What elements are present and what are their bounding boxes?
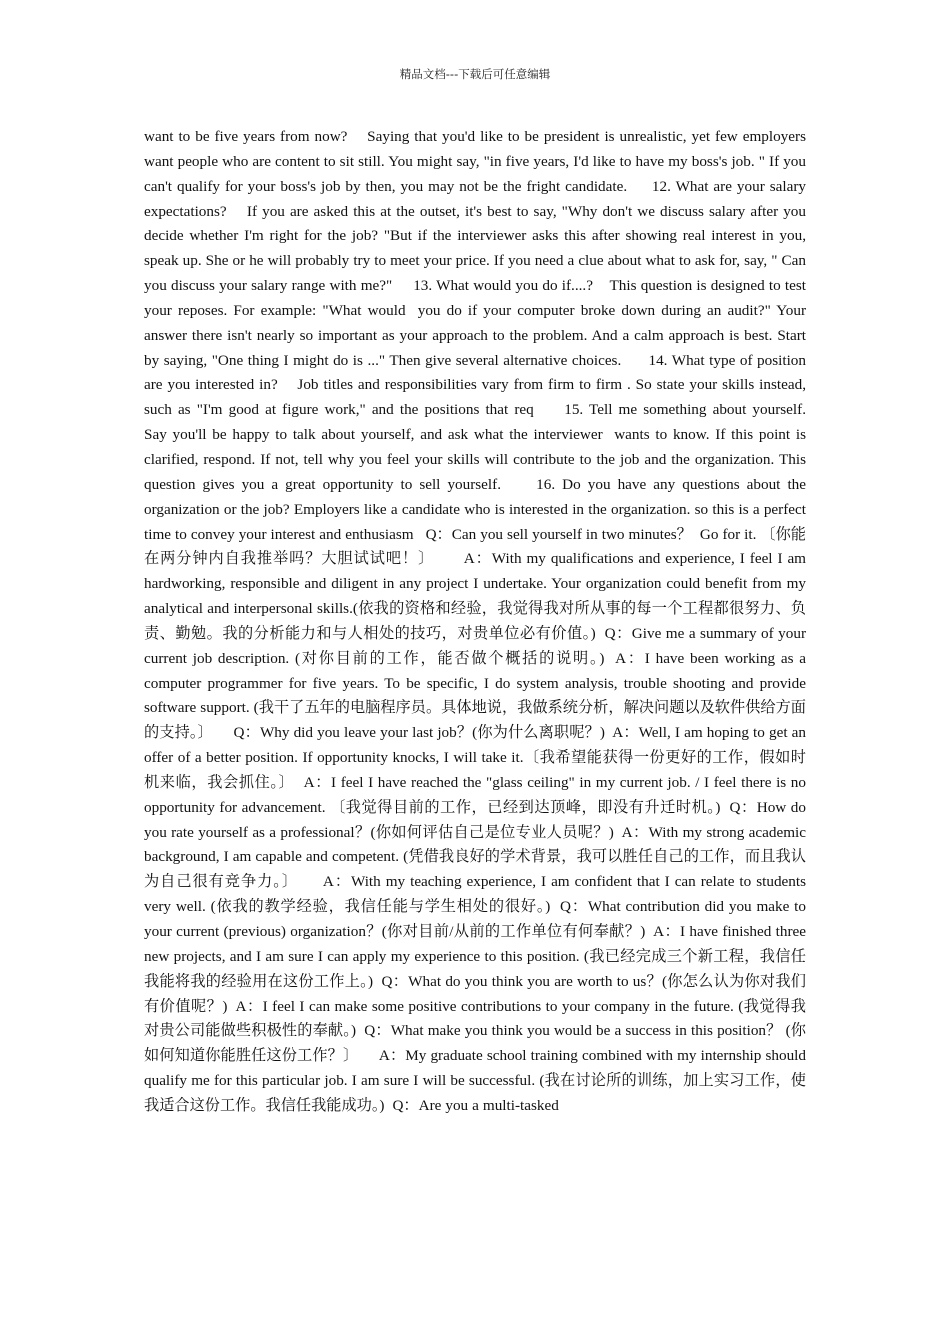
document-body-text: want to be five years from now? Saying that you'd like to be president is unrealistic, yet few employers want people who are content to sit still. You might say, "in five years, I'd like to have my boss's job. " If you can't qualify for your boss's job by then, you may not be the fright candidate. 12. What are your salary expectations? If you are asked this at the outset, it's best to say, "Why don't we discuss salary after you decide whether I'm right for the job? "But if the interviewer asks this after showing real interest in you, speak up. She or he will probably try to meet your price. If you need a clue about what to ask for, say, " Can you discuss your salary range with me?" 13. What would you do if....? This question is designed to test your reposes. For example: "What would you do if your computer broke down during an audit?" Your answer there isn't nearly so important as your approach to the problem. And a calm approach is best. Start by saying, "One thing I might do is ..." Then give several alternative choices. 14. What type of position are you interested in? Job titles and responsibilities vary from firm to firm . So state your skills instead, such as "I'm good at figure work," and the positions that req 15. Tell me something about yourself. Say you'll be happy to talk about yourself, and ask what the interviewer wants to know. If this point is clarified, respond. If not, tell why you feel your skills will contribute to the job and the organization. This question gives you a great opportunity to sell yourself. 16. Do you have any questions about the organization or the job? Employers like a candidate who is interested in the organization. so this is a perfect time to convey your interest and enthusiasm Q：Can you sell yourself in two minutes？ Go for it. 〔你能在两分钟内自我推举吗？大胆试试吧！〕 A：With my qualifications and experience, I feel I am hardworking, responsible and diligent in any project I undertake. Your organization could benefit from my analytical and interpersonal skills.(依我的资格和经验，我觉得我对所从事的每一个工程都很努力、负责、勤勉。我的分析能力和与人相处的技巧，对贵单位必有价值。) Q：Give me a summary of your current job description. (对你目前的工作，能否做个概括的说明。) A：I have been working as a computer programmer for five years. To be specific, I do system analysis, trouble shooting and provide software support. (我干了五年的电脑程序员。具体地说，我做系统分析，解决问题以及软件供给方面的支持。〕 Q：Why did you leave your last job？(你为什么离职呢？) A：Well, I am hoping to get an offer of a better position. If opportunity knocks, I will take it.〔我希望能获得一份更好的工作，假如时机来临，我会抓住。〕 A：I feel I have reached the "glass ceiling" in my current job. / I feel there is no opportunity for advancement. 〔我觉得目前的工作，已经到达顶峰，即没有升迁时机。) Q：How do you rate yourself as a professional？(你如何评估自己是位专业人员呢？) A：With my strong academic background, I am capable and competent. (凭借我良好的学术背景，我可以胜任自己的工作，而且我认为自己很有竞争力。〕 A：With my teaching experience, I am confident that I can relate to students very well. (依我的教学经验，我信任能与学生相处的很好。) Q：What contribution did you make to your current (previous) organization？(你对目前/从前的工作单位有何奉献？) A：I have finished three new projects, and I am sure I can apply my experience to this position. (我已经完成三个新工程，我信任我能将我的经验用在这份工作上。) Q：What do you think you are worth to us？(你怎么认为你对我们有价值呢？) A：I feel I can make some positive contributions to your company in the future. (我觉得我对贵公司能做些积极性的奉献。) Q：What make you think you would be a success in this position？ (你如何知道你能胜任这份工作？〕 A：My graduate school training combined with my internship should qualify me for this particular job. I am sure I will be successful. (我在讨论所的训练，加上实习工作，使我适合这份工作。我信任我能成功。) Q：Are you a multi-tasked <box>144 128 830 1114</box>
page-header: 精品文档---下载后可任意编辑 <box>399 67 551 81</box>
